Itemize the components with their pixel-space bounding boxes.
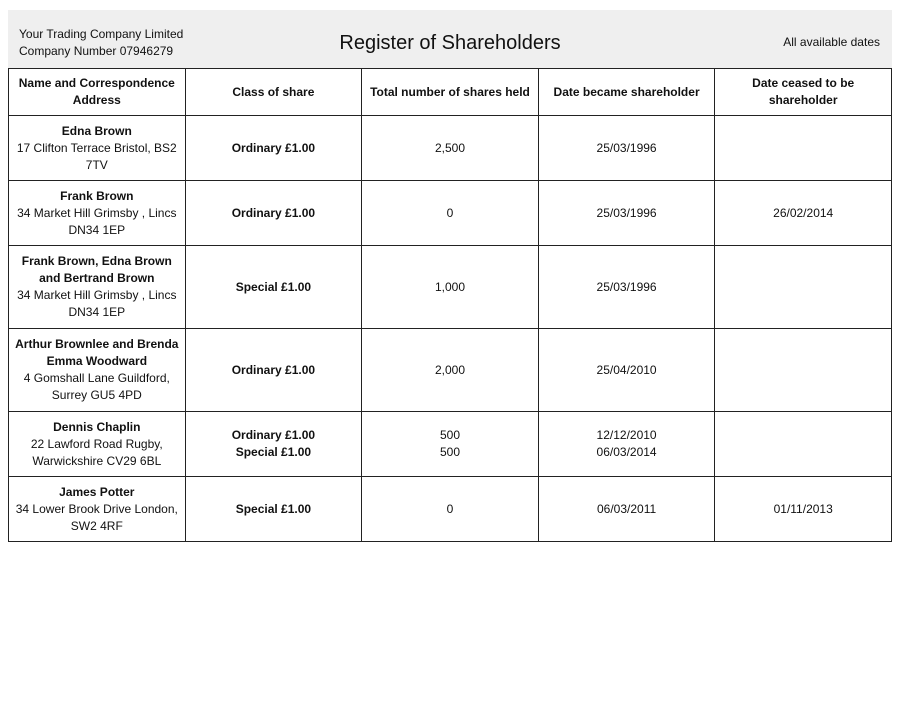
page-title: Register of Shareholders — [339, 32, 561, 54]
shareholder-cell — [9, 246, 186, 329]
table-row — [9, 246, 892, 329]
shares-held-cell — [362, 329, 539, 412]
date-became: 06/03/2011 — [596, 501, 657, 516]
shareholder-address: 4 Gomshall Lane Guildford, Surrey GU5 4PD — [23, 371, 170, 402]
shareholder-address: 34 Market Hill Grimsby , Lincs DN34 1EP — [17, 205, 177, 237]
date-became-cell — [538, 329, 715, 412]
shares-held-cell — [362, 477, 539, 542]
company-number: Company Number 07946279 — [19, 44, 174, 58]
date-became-cell — [538, 412, 715, 477]
shares-held-cell — [362, 412, 539, 477]
shareholder-address: 22 Lawford Road Rugby, Warwickshire CV29 6BL — [30, 436, 163, 468]
date-became: 25/03/1996 — [596, 279, 657, 294]
share-class-cell — [185, 181, 362, 246]
share-class-cell — [185, 116, 362, 181]
date-ceased-cell — [715, 246, 892, 329]
table-row — [9, 116, 892, 181]
column-header-name-address: Name and Correspondence Address — [9, 69, 186, 116]
date-filter-label: All available dates — [783, 35, 880, 49]
share-class-cell — [185, 412, 362, 477]
shares-held: 1,000 — [434, 279, 465, 294]
shareholder-address: 34 Market Hill Grimsby , Lincs DN34 1EP — [17, 288, 177, 319]
shares-held-cell — [362, 116, 539, 181]
date-ceased-cell — [715, 116, 892, 181]
share-class-cell — [185, 246, 362, 329]
shareholder-cell — [9, 329, 186, 412]
date-became-cell — [538, 477, 715, 542]
share-class: Special £1.00 — [235, 279, 312, 294]
date-became-cell — [538, 116, 715, 181]
share-class: Ordinary £1.00 — [231, 428, 316, 442]
share-class: Special £1.00 — [235, 445, 312, 459]
company-name: Your Trading Company Limited — [19, 27, 184, 41]
shares-held: 0 — [446, 205, 454, 220]
shares-held: 2,000 — [434, 362, 465, 377]
shareholder-name: Arthur Brownlee and Brenda Emma Woodward — [15, 337, 179, 368]
shareholder-name: James Potter — [59, 484, 135, 499]
date-became: 25/03/1996 — [596, 140, 657, 155]
table-header-row — [9, 69, 892, 116]
shares-held: 500 — [439, 428, 460, 442]
column-header-shares: Total number of shares held — [362, 69, 539, 116]
table-row — [9, 329, 892, 412]
date-ceased-cell — [715, 329, 892, 412]
shares-held: 0 — [446, 501, 454, 516]
shareholders-table — [8, 68, 892, 542]
table-row — [9, 477, 892, 542]
shareholder-address: 17 Clifton Terrace Bristol, BS2 7TV — [16, 140, 177, 172]
date-became-cell — [538, 181, 715, 246]
share-class: Special £1.00 — [235, 501, 312, 516]
table-row — [9, 412, 892, 477]
column-header-date-became: Date became shareholder — [538, 69, 715, 116]
date-ceased-cell: 01/11/2013 — [715, 477, 892, 542]
shares-held-cell — [362, 246, 539, 329]
shareholder-cell — [9, 116, 186, 181]
date-ceased-cell: 26/02/2014 — [715, 181, 892, 246]
date-became: 06/03/2014 — [596, 445, 657, 459]
shareholder-address: 34 Lower Brook Drive London, SW2 4RF — [15, 501, 178, 533]
date-became-cell — [538, 246, 715, 329]
share-class: Ordinary £1.00 — [231, 140, 316, 155]
shareholder-name: Frank Brown, Edna Brown and Bertrand Brown — [21, 254, 172, 285]
shares-held: 500 — [439, 445, 460, 459]
shares-held-cell — [362, 181, 539, 246]
date-became: 25/04/2010 — [596, 362, 657, 377]
column-header-class: Class of share — [185, 69, 362, 116]
date-became: 25/03/1996 — [596, 205, 657, 220]
report-header — [8, 10, 892, 68]
shares-held: 2,500 — [434, 140, 465, 155]
shareholder-name: Edna Brown — [61, 123, 132, 138]
date-ceased-cell — [715, 412, 892, 477]
shareholder-name: Frank Brown — [60, 188, 134, 203]
date-became: 12/12/2010 — [596, 428, 657, 442]
shareholder-cell — [9, 181, 186, 246]
shareholder-name: Dennis Chaplin — [53, 419, 141, 434]
share-class: Ordinary £1.00 — [231, 362, 316, 377]
column-header-date-ceased: Date ceased to be shareholder — [715, 69, 892, 116]
shareholder-cell — [9, 412, 186, 477]
shareholder-cell — [9, 477, 186, 542]
table-row — [9, 181, 892, 246]
share-class: Ordinary £1.00 — [231, 205, 316, 220]
share-class-cell — [185, 477, 362, 542]
share-class-cell — [185, 329, 362, 412]
